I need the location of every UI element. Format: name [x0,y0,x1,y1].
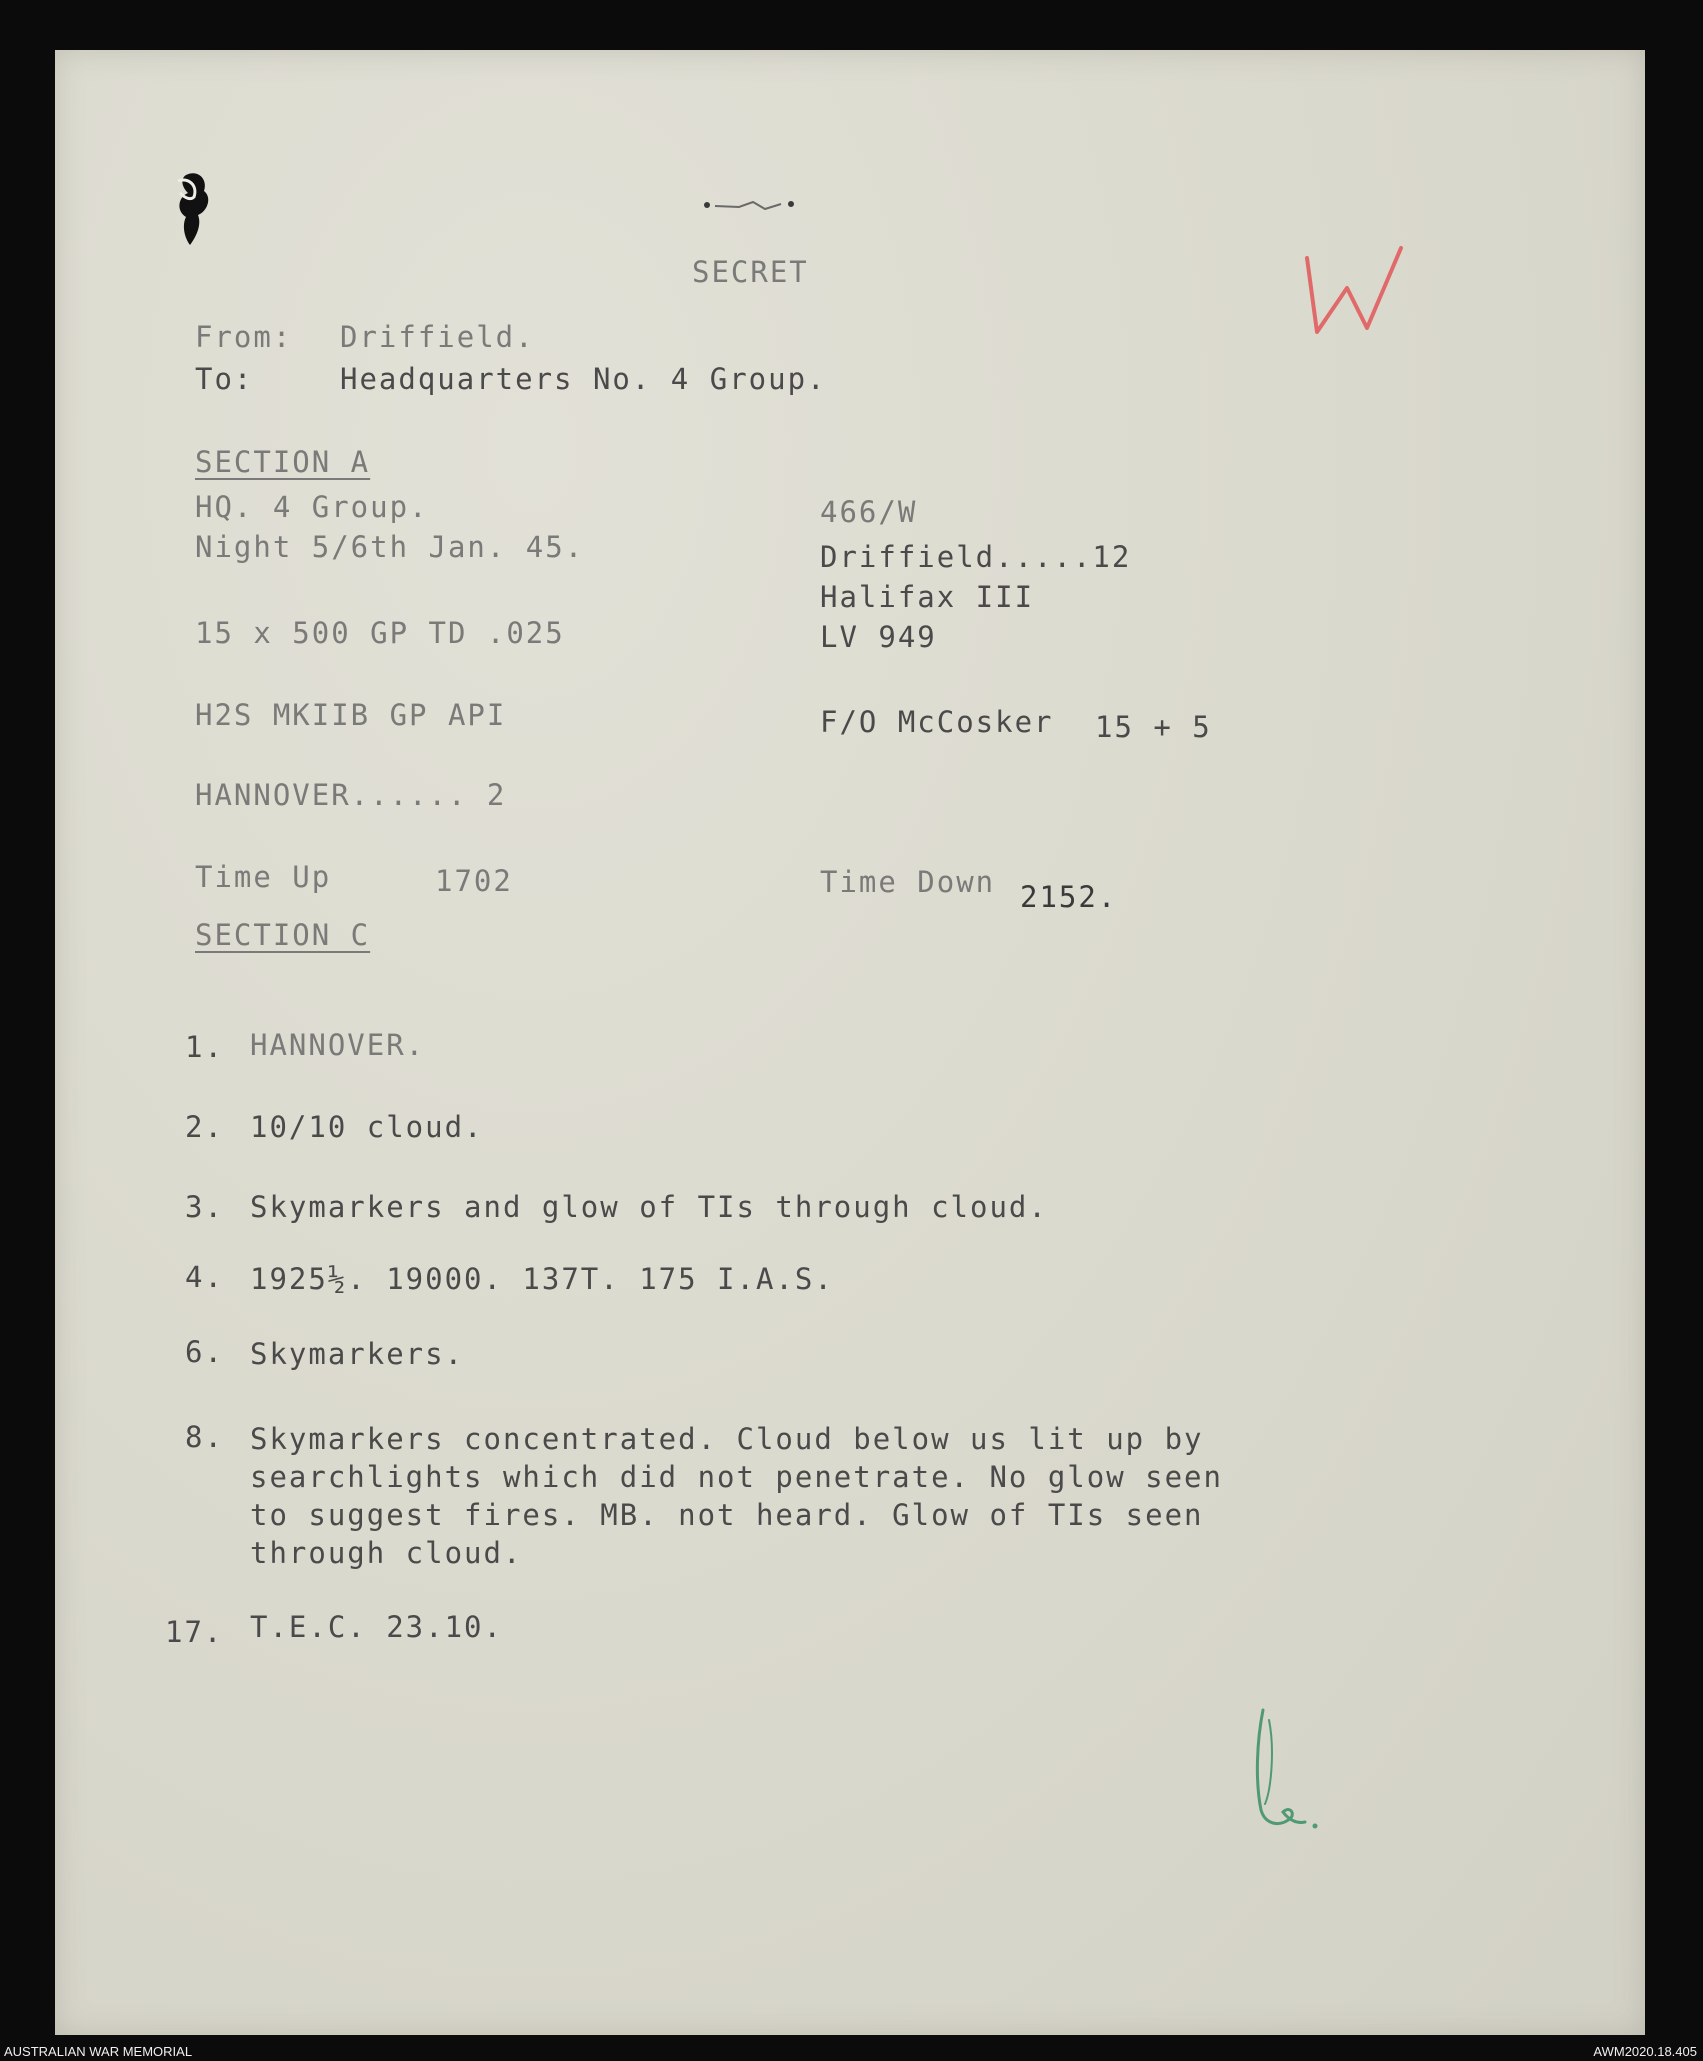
item-number: 1. [185,1030,224,1064]
to-label: To: [195,362,254,396]
item-number: 17. [165,1615,224,1649]
green-initial-signature [1235,1700,1325,1840]
section-a-target: HANNOVER...... 2 [195,778,507,812]
from-label: From: [195,320,293,354]
footer-right: AWM2020.18.405 [1593,2044,1697,2059]
aircraft-serial: LV 949 [820,620,937,654]
document-page [55,50,1645,2035]
time-up-value: 1702 [435,864,513,898]
section-a-night: Night 5/6th Jan. 45. [195,530,585,564]
item-text: T.E.C. 23.10. [250,1610,503,1644]
red-w-mark [1295,240,1415,340]
classification-label: SECRET [692,255,809,289]
squadron-ref: 466/W [820,495,918,529]
item-number: 3. [185,1190,224,1224]
crew-count: 15 + 5 [1095,710,1212,744]
section-a-bombload: 15 x 500 GP TD .025 [195,616,565,650]
aircraft-type: Halifax III [820,580,1035,614]
item-text-line: through cloud. [250,1536,523,1570]
section-a-heading: SECTION A [195,445,371,479]
item-text: Skymarkers and glow of TIs through cloud. [250,1190,1048,1224]
item-text: 1925½. 19000. 137T. 175 I.A.S. [250,1262,834,1296]
item-number: 4. [185,1260,224,1294]
time-down-value: 2152. [1020,880,1118,914]
item-text-line: Skymarkers concentrated. Cloud below us lit up by [250,1422,1204,1456]
footer-left: AUSTRALIAN WAR MEMORIAL [4,2044,193,2059]
item-text-line: to suggest fires. MB. not heard. Glow of TIs seen [250,1498,1204,1532]
item-text: Skymarkers. [250,1337,465,1371]
top-punch-marks [695,193,805,217]
station-line: Driffield.....12 [820,540,1132,574]
torn-hole-mark [168,167,228,259]
item-number: 2. [185,1110,224,1144]
section-a-equipment: H2S MKIIB GP API [195,698,507,732]
item-text: 10/10 cloud. [250,1110,484,1144]
item-number: 6. [185,1335,224,1369]
from-value: Driffield. [340,320,535,354]
time-up-label: Time Up [195,860,332,894]
time-down-label: Time Down [820,865,996,899]
captain-name: F/O McCosker [820,705,1054,739]
item-text-line: searchlights which did not penetrate. No glow seen [250,1460,1223,1494]
item-number: 8. [185,1420,224,1454]
section-c-heading: SECTION C [195,918,371,952]
item-text: HANNOVER. [250,1028,426,1062]
section-a-hq: HQ. 4 Group. [195,490,429,524]
to-value: Headquarters No. 4 Group. [340,362,827,396]
